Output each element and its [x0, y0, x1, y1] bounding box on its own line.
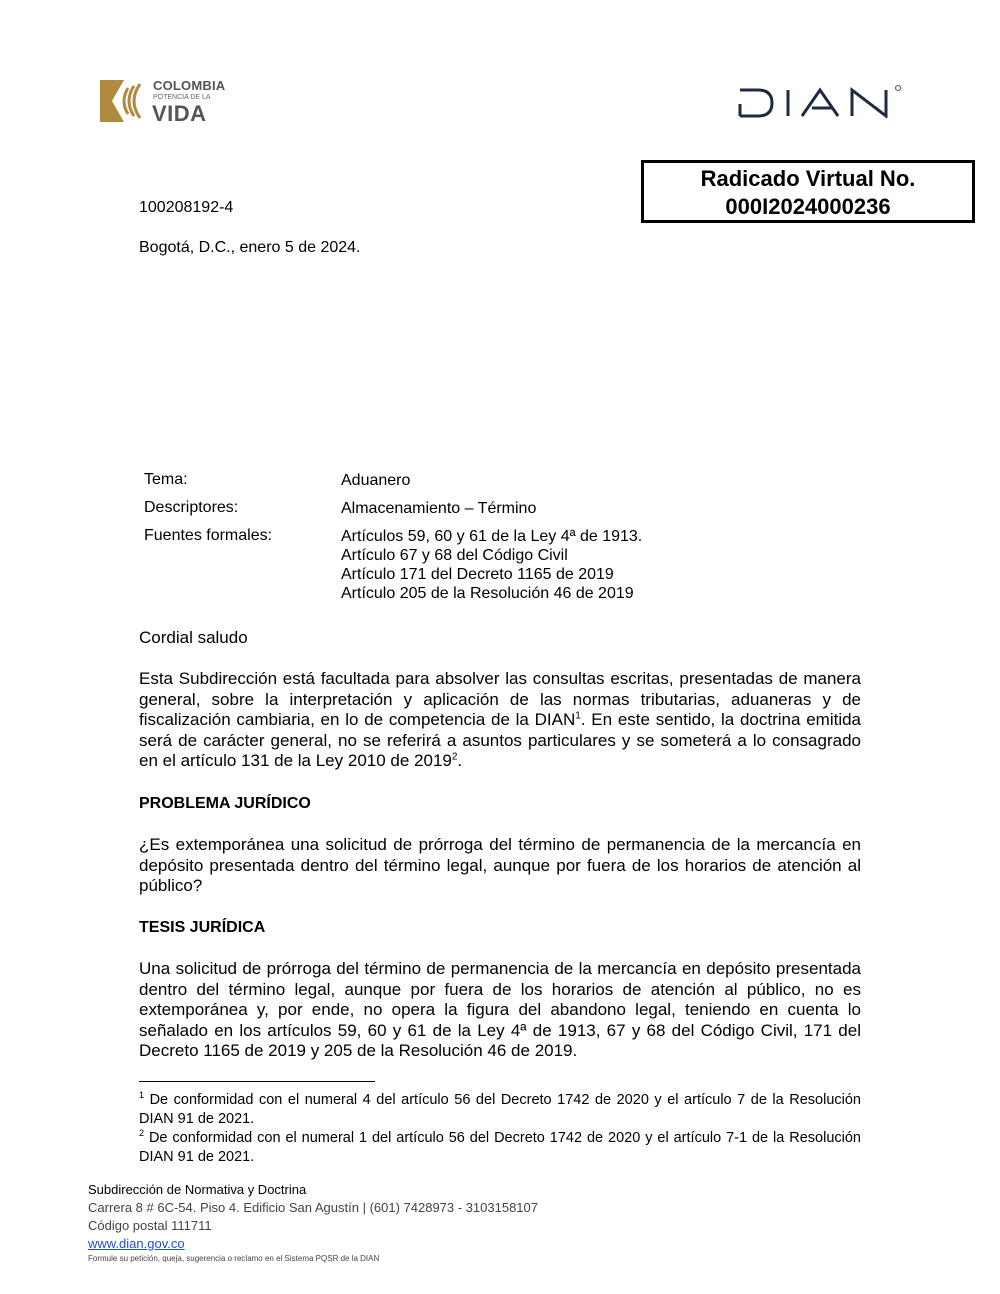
footer-pqsr-note: Formule su petición, queja, sugerencia o reclamo en el Sistema PQSR de la DIAN: [88, 1254, 380, 1263]
intro-text: . En este sentido, la doctrina emitida será de carácter general, no se referirá a asuntos particulares y se someterá a lo consagrado en el artículo 131 de la Ley 2010 de 2019: [139, 710, 862, 771]
colombia-potencia-de-la-vida-logo: [98, 76, 238, 126]
date-line: Bogotá, D.C., enero 5 de 2024.: [139, 239, 361, 256]
fuentes-label: Fuentes formales:: [144, 527, 273, 544]
fuentes-item: Artículos 59, 60 y 61 de la Ley 4ª de 1913.: [341, 528, 643, 545]
intro-text: Esta Subdirección está facultada para absolver las consultas escritas, presentadas de manera general, sobre la interpretación y aplicación de las normas tributarias, aduaneras y de fiscalización cambiaria, en lo de competencia de la DIAN: [139, 669, 861, 730]
intro-paragraph: [139, 669, 861, 772]
tesis-paragraph: Una solicitud de prórroga del término de permanencia de la mercancía en depósito presentada dentro del término legal, aunque por fuera de los horarios de atención al público, no es extemporánea y, por ende, no opera la figura del abandono legal, teniendo en cuenta lo señalado en los artículos 59, 60 y 61 de la Ley 4ª de 1913, 67 y 68 del Código Civil, 171 del Decreto 1165 de 2019 y 205 de la Resolución 46 de 2019.: [139, 959, 861, 1061]
footnote-ref-2: 2: [451, 751, 458, 763]
footer-postal: Código postal 111711: [88, 1218, 212, 1233]
logo-text-vida: VIDA: [152, 101, 207, 126]
colombia-logo-mark-icon: [98, 78, 146, 124]
footnote-number: 1: [139, 1090, 145, 1101]
intro-text: .: [457, 751, 463, 771]
fuentes-item: Artículo 67 y 68 del Código Civil: [341, 547, 568, 564]
fuentes-list: [341, 527, 642, 603]
reference-number: 100208192-4: [139, 199, 234, 216]
tesis-heading: TESIS JURÍDICA: [139, 919, 266, 936]
descriptores-value: Almacenamiento – Término: [341, 500, 537, 517]
footer-office: Subdirección de Normativa y Doctrina: [88, 1182, 307, 1197]
radicado-box: [641, 160, 975, 223]
dian-logo: [736, 84, 904, 118]
footnote-divider: [139, 1081, 375, 1082]
fuentes-item: Artículo 171 del Decreto 1165 de 2019: [341, 566, 614, 583]
footnote-2: [139, 1129, 861, 1167]
logo-text-colombia: COLOMBIA: [153, 78, 226, 93]
logo-text-potencia: POTENCIA DE LA: [153, 94, 211, 101]
footnote-text: De conformidad con el numeral 4 del artículo 56 del Decreto 1742 de 2020 y el artículo 7 de la Resolución DIAN 91 de 2021.: [139, 1092, 861, 1127]
footnote-number: 2: [139, 1128, 145, 1139]
radicado-title: Radicado Virtual No.: [700, 166, 916, 191]
footer-address: Carrera 8 # 6C-54. Piso 4. Edificio San Agustín | (601) 7428973 - 3103158107: [88, 1200, 538, 1215]
tema-value: Aduanero: [341, 472, 411, 489]
radicado-number: 000I2024000236: [725, 194, 891, 219]
footnote-1: [139, 1091, 861, 1129]
greeting: Cordial saludo: [139, 628, 248, 647]
fuentes-item: Artículo 205 de la Resolución 46 de 2019: [341, 585, 634, 602]
footer-website-link[interactable]: www.dian.gov.co: [88, 1236, 185, 1251]
footnote-ref-1: 1: [575, 710, 581, 722]
tema-label: Tema:: [144, 471, 188, 488]
footnote-text: De conformidad con el numeral 1 del artículo 56 del Decreto 1742 de 2020 y el artículo 7-1 de la Resolución DIAN 91 de 2021.: [139, 1130, 862, 1165]
problema-heading: PROBLEMA JURÍDICO: [139, 795, 311, 812]
descriptores-label: Descriptores:: [144, 499, 239, 516]
problema-paragraph: ¿Es extemporánea una solicitud de prórroga del término de permanencia de la mercancía en depósito presentada dentro del término legal, aunque por fuera de los horarios de atención al público?: [139, 835, 861, 896]
